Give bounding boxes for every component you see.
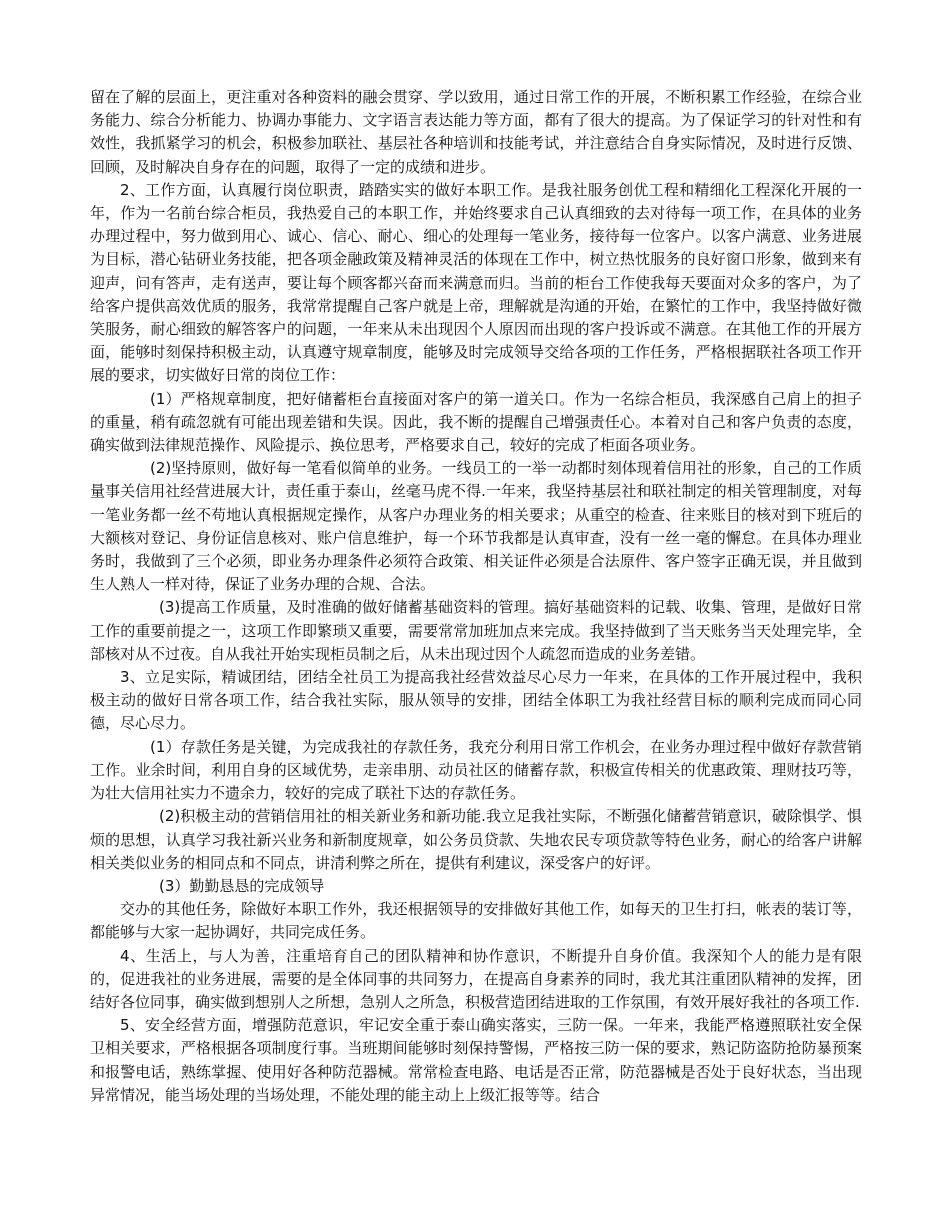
paragraph-work-item-3: (3)提高工作质量，及时准确的做好储蓄基础资料的管理。搞好基础资料的记载、收集、管理，是做好日常工作的重要前提之一，这项工作即繁琐又重要，需要常常加班加点来完成。我坚持做到了当天账务当天处理完毕，全部核对从不过夜。自从我社开始实现柜员制之后，从未出现过因个人疏忽而造成的业务差错。 bbox=[90, 598, 862, 663]
paragraph-teamwork-item-1: (1）存款任务是关键，为完成我社的存款任务，我充分利用日常工作机会，在业务办理过程中做好存款营销工作。业余时间，利用自身的区域优势，走亲串朋、动员社区的储蓄存款，积极宣传相关的优惠政策、理财技巧等，为壮大信用社实力不遗余力，较好的完成了联社下达的存款任务。 bbox=[90, 737, 862, 803]
paragraph-safety: 5、安全经营方面，增强防范意识，牢记安全重于泰山确实落实，三防一保。一年来，我能严格遵照联社安全保卫相关要求，严格根据各项制度行事。当班期间能够时刻保持警惕，严格按三防一保的要求，熟记防盗防抢防暴预案和报警电话，熟练掌握、使用好各种防范器械。常常检查电路、电话是否正常，防范器械是否处于良好状态，当出现异常情况，能当场处理的当场处理，不能处理的能主动上上级汇报等等。结合 bbox=[90, 1016, 862, 1104]
paragraph-teamwork-item-3-continued: 交办的其他任务，除做好本职工作外，我还根据领导的安排做好其他工作，如每天的卫生打扫，帐表的装订等，都能够与大家一起协调好，共同完成任务。 bbox=[90, 900, 862, 942]
paragraph-work-item-1: (1）严格规章制度，把好储蓄柜台直接面对客户的第一道关口。作为一名综合柜员，我深感自己肩上的担子的重量，稍有疏忽就有可能出现差错和失误。因此，我不断的提醒自己增强责任心。本着对自己和客户负责的态度，确实做到法律规范操作、风险提示、换位思考，严格要求自己，较好的完成了柜面各项业务。 bbox=[90, 389, 862, 455]
document-body bbox=[90, 86, 862, 1107]
paragraph-work: 2、工作方面，认真履行岗位职责，踏踏实实的做好本职工作。是我社服务创优工程和精细化工程深化开展的一年，作为一名前台综合柜员，我热爱自己的本职工作，并始终要求自己认真细致的去对待每一项工作，在具体的业务办理过程中，努力做到用心、诚心、信心、耐心、细心的处理每一笔业务，接待每一位客户。以客户满意、业务进展为目标，潜心钻研业务技能，把各项金融政策及精神灵活的体现在工作中，树立热忱服务的良好窗口形象，做到来有迎声，问有答声，走有送声，要让每个顾客都兴奋而来满意而归。当前的柜台工作使我每天要面对众多的客户，为了给客户提供高效优质的服务，我常常提醒自己客户就是上帝，理解就是沟通的开始，在繁忙的工作中，我坚持做好微笑服务，耐心细致的解答客户的问题，一年来从未出现因个人原因而出现的客户投诉或不满意。在其他工作的开展方面，能够时刻保持积极主动，认真遵守规章制度，能够及时完成领导交给各项的工作任务，严格根据联社各项工作开展的要求，切实做好日常的岗位工作： bbox=[90, 180, 862, 385]
paragraph-life: 4、生活上，与人为善，注重培育自己的团队精神和协作意识，不断提升自身价值。我深知个人的能力是有限的，促进我社的业务进展，需要的是全体同事的共同努力，在提高自身素养的同时，我尤其注重团队精神的发挥，团结好各位同事，确实做到想别人之所想，急别人之所急，积极营造团结进取的工作氛围，有效开展好我社的各项工作. bbox=[90, 946, 862, 1011]
paragraph-teamwork-item-3: (3）勤勤恳恳的完成领导 bbox=[159, 876, 325, 895]
paragraph-teamwork-item-2: (2)积极主动的营销信用社的相关新业务和新功能.我立足我社实际，不断强化储蓄营销意识，破除惧学、惧烦的思想，认真学习我社新兴业务和新制度规章，如公务员贷款、失地农民专项贷款等特色业务，耐心的给客户讲解相关类似业务的相同点和不同点，讲清利弊之所在，提供有利建议，深受客户的好评。 bbox=[90, 807, 862, 872]
paragraph-work-item-2: (2)坚持原则，做好每一笔看似简单的业务。一线员工的一举一动都时刻体现着信用社的形象，自己的工作质量事关信用社经营进展大计，责任重于泰山，丝毫马虎不得.一年来，我坚持基层社和联社制定的相关管理制度，对每一笔业务都一丝不苟地认真根据规定操作，从客户办理业务的相关要求；从重空的检查、往来账目的核对到下班后的大额核对登记、身份证信息核对、账户信息维护，每一个环节我都是认真审查，没有一丝一毫的懈怠。在具体办理业务时，我做到了三个必须，即业务办理条件必须符合政策、相关证件必须是合法原件、客户签字正确无误，并且做到生人熟人一样对待，保证了业务办理的合规、合法。 bbox=[90, 459, 862, 594]
paragraph-teamwork: 3、立足实际，精诚团结，团结全社员工为提高我社经营效益尽心尽力一年来，在具体的工作开展过程中，我积极主动的做好日常各项工作，结合我社实际，服从领导的安排，团结全体职工为我社经营目标的顺利完成而同心同德，尽心尽力。 bbox=[90, 668, 862, 733]
paragraph-study-continued: 留在了解的层面上，更注重对各种资料的融会贯穿、学以致用，通过日常工作的开展，不断积累工作经验，在综合业务能力、综合分析能力、协调办事能力、文字语言表达能力等方面，都有了很大的提高。为了保证学习的针对性和有效性，我抓紧学习的机会，积极参加联社、基层社各种培训和技能考试，并注意结合自身实际情况，及时进行反馈、回顾，及时解决自身存在的问题，取得了一定的成绩和进步。 bbox=[90, 88, 862, 176]
